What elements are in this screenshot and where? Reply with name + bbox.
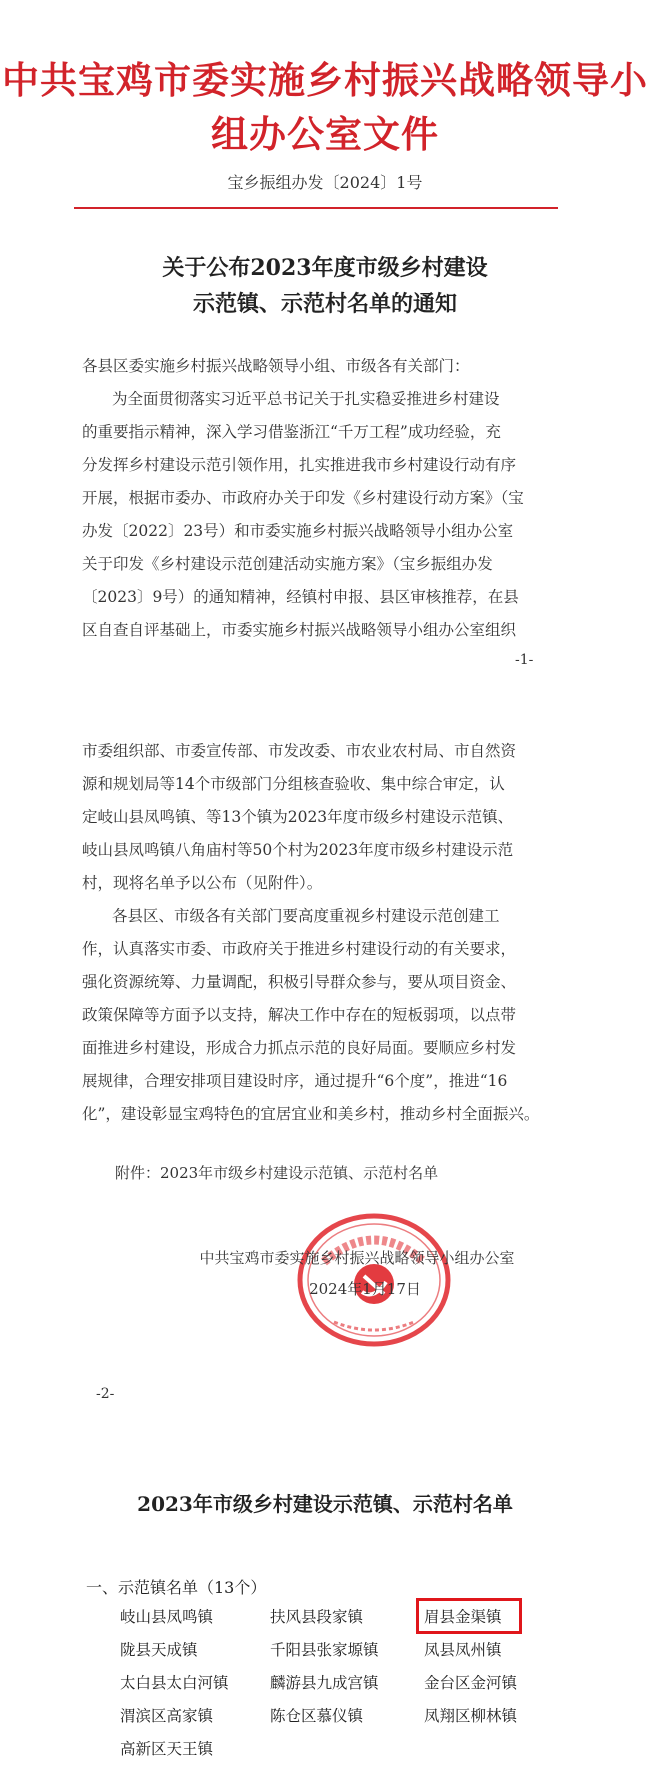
body-line: 关于印发《乡村建设示范创建活动实施方案》（宝乡振组办发: [82, 555, 493, 573]
attachment-note: 附件：2023年市级乡村建设示范镇、示范村名单: [115, 1164, 439, 1182]
town-item: 扶风县段家镇: [270, 1608, 364, 1626]
town-item: 高新区天王镇: [120, 1740, 214, 1758]
town-item: 凤县凤州镇: [424, 1641, 502, 1659]
body-line: 分发挥乡村建设示范引领作用，扎实推进我市乡村建设行动有序: [82, 456, 517, 474]
page-number: -1-: [515, 652, 534, 668]
document-masthead: 中共宝鸡市委实施乡村振兴战略领导小组办公室文件: [2, 58, 648, 156]
town-item: 陇县天成镇: [120, 1641, 198, 1659]
signature-date: 2024年1月17日: [309, 1280, 421, 1298]
town-item: 陈仓区慕仪镇: [270, 1707, 364, 1725]
body-line: 为全面贯彻落实习近平总书记关于扎实稳妥推进乡村建设: [112, 390, 500, 408]
town-item: 渭滨区高家镇: [120, 1707, 214, 1725]
notice-title: [0, 250, 650, 322]
notice-title-line-2: 示范镇、示范村名单的通知: [192, 291, 457, 317]
signature: 中共宝鸡市委实施乡村振兴战略领导小组办公室: [199, 1249, 515, 1267]
town-item: 金台区金河镇: [424, 1674, 518, 1692]
body-line: 村，现将名单予以公布（见附件）。: [82, 874, 323, 892]
body-line: 区自查自评基础上，市委实施乡村振兴战略领导小组办公室组织: [82, 621, 517, 639]
body-line: 市委组织部、市委宣传部、市发改委、市农业农村局、市自然资: [82, 742, 517, 760]
town-item-highlighted: 眉县金渠镇: [424, 1608, 502, 1626]
body-line: 开展，根据市委办、市政府办关于印发《乡村建设行动方案》（宝: [82, 489, 524, 507]
page-number: -2-: [96, 1386, 115, 1402]
body-line: 强化资源统筹、力量调配，积极引导群众参与，要从项目资金、: [82, 973, 517, 991]
town-item: 凤翔区柳林镇: [424, 1707, 518, 1725]
town-item: 岐山县凤鸣镇: [120, 1608, 214, 1626]
body-line: 面推进乡村建设，形成合力抓点示范的良好局面。要顺应乡村发: [82, 1039, 517, 1057]
addressee: 各县区委实施乡村振兴战略领导小组、市级各有关部门：: [82, 357, 470, 375]
body-line: 化”，建设彰显宝鸡特色的宜居宜业和美乡村，推动乡村全面振兴。: [82, 1105, 540, 1123]
annex-title: 2023年市级乡村建设示范镇、示范村名单: [137, 1492, 513, 1516]
body-line: 的重要指示精神，深入学习借鉴浙江“千万工程”成功经验，充: [82, 423, 501, 441]
town-item: 太白县太白河镇: [120, 1674, 229, 1692]
town-item: 麟游县九成宫镇: [270, 1674, 379, 1692]
body-line: 定岐山县凤鸣镇、等13个镇为2023年度市级乡村建设示范镇、: [82, 808, 514, 826]
highlight-box: [416, 1598, 522, 1634]
body-line: 源和规划局等14个市级部门分组核查验收、集中综合审定，认: [82, 775, 505, 793]
body-line: 岐山县凤鸣镇八角庙村等50个村为2023年度市级乡村建设示范: [82, 841, 514, 859]
body-line: 〔2023〕9号）的通知精神，经镇村申报、县区审核推荐，在县: [82, 588, 519, 606]
body-line: 作，认真落实市委、市政府关于推进乡村建设行动的有关要求，: [82, 940, 517, 958]
body-line: 政策保障等方面予以支持，解决工作中存在的短板弱项，以点带: [82, 1006, 517, 1024]
section-heading: 一、示范镇名单（13个）: [86, 1578, 267, 1597]
body-line: 展规律，合理安排项目建设时序，通过提升“6个度”，推进“16: [82, 1072, 508, 1090]
body-line: 各县区、市级各有关部门要高度重视乡村建设示范创建工: [112, 907, 500, 925]
body-line: 办发〔2022〕23号）和市委实施乡村振兴战略领导小组办公室: [82, 522, 514, 540]
notice-title-line-1: 关于公布2023年度市级乡村建设: [162, 255, 488, 281]
town-item: 千阳县张家塬镇: [270, 1641, 379, 1659]
red-divider: [74, 207, 558, 209]
document-number: 宝乡振组办发〔2024〕1号: [227, 173, 423, 192]
